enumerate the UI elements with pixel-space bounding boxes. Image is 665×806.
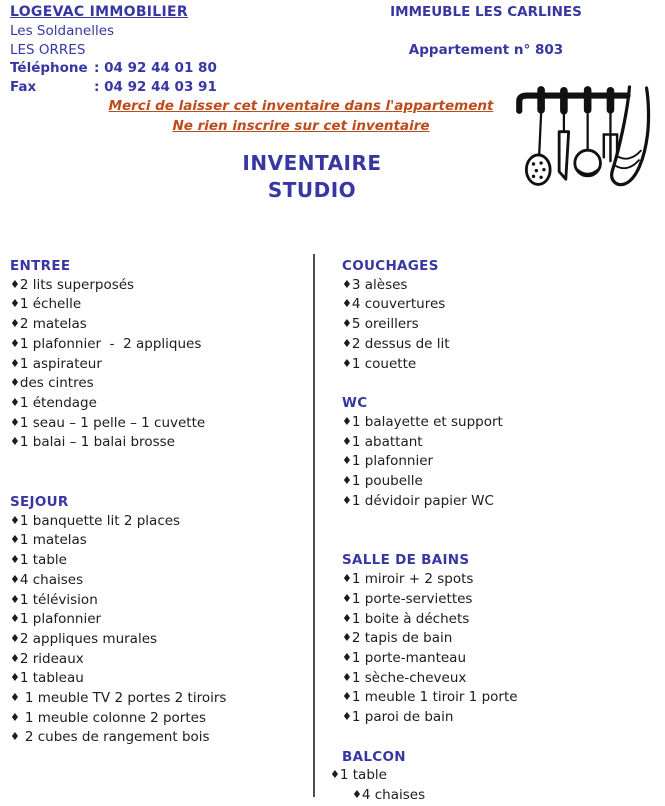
right-column <box>330 257 660 806</box>
item-text: 1 banquette lit 2 places <box>19 512 181 529</box>
diamond-bullet-icon: ♦ <box>342 277 352 291</box>
item-text: 2 matelas <box>19 316 87 333</box>
diamond-bullet-icon: ♦ <box>342 317 352 331</box>
fax-row <box>10 78 217 97</box>
item-text: 4 couvertures <box>351 296 446 313</box>
diamond-bullet-icon: ♦ <box>330 768 340 782</box>
building-name: IMMEUBLE LES CARLINES <box>390 4 582 20</box>
diamond-bullet-icon: ♦ <box>10 435 20 449</box>
item-text: 1 miroir + 2 spots <box>351 571 474 588</box>
phone-number: : 04 92 44 01 80 <box>94 60 217 77</box>
inventory-item <box>342 276 660 296</box>
diamond-bullet-icon: ♦ <box>342 591 352 605</box>
item-text: 4 chaises <box>361 787 426 804</box>
address-line-1: Les Soldanelles <box>10 22 115 39</box>
item-text: 2 rideaux <box>19 650 84 667</box>
notice-line-2: Ne rien inscrire sur cet inventaire <box>172 117 430 134</box>
left-column <box>10 257 306 748</box>
inventory-item <box>342 335 660 355</box>
fax-number: : 04 92 44 03 91 <box>94 79 217 96</box>
item-text: 4 chaises <box>19 571 84 588</box>
inventory-item <box>342 295 660 315</box>
diamond-bullet-icon: ♦ <box>342 710 352 724</box>
item-text: 1 table <box>339 767 387 784</box>
inventory-item <box>342 570 660 590</box>
diamond-bullet-icon: ♦ <box>342 572 352 586</box>
diamond-bullet-icon: ♦ <box>10 691 20 705</box>
agency-header <box>10 3 217 97</box>
inventory-item <box>10 315 306 335</box>
item-text: 2 lits superposés <box>19 276 135 293</box>
inventory-item <box>10 630 306 650</box>
item-text: 1 plafonnier <box>19 611 102 628</box>
address-line-2: LES ORRES <box>10 41 86 58</box>
item-text: 1 couette <box>351 355 417 372</box>
diamond-bullet-icon: ♦ <box>10 730 20 744</box>
section-title: SALLE DE BAINS <box>342 552 470 569</box>
inventory-item <box>330 766 660 786</box>
inventory-section <box>10 493 306 748</box>
inventory-section <box>330 748 660 806</box>
inventory-item <box>342 433 660 453</box>
section-title: BALCON <box>342 748 406 765</box>
inventory-item <box>10 374 306 394</box>
item-text: 1 télévision <box>19 591 98 608</box>
inventory-item <box>10 551 306 571</box>
inventory-item <box>10 355 306 375</box>
inventory-item <box>10 394 306 414</box>
diamond-bullet-icon: ♦ <box>342 356 352 370</box>
inventory-item <box>342 590 660 610</box>
diamond-bullet-icon: ♦ <box>10 533 20 547</box>
item-text: 1 meuble 1 tiroir 1 porte <box>351 689 518 706</box>
inventory-item <box>10 610 306 630</box>
diamond-bullet-icon: ♦ <box>342 434 352 448</box>
inventory-item <box>10 591 306 611</box>
diamond-bullet-icon: ♦ <box>342 414 352 428</box>
item-text: 1 poubelle <box>351 473 423 490</box>
inventory-item <box>342 452 660 472</box>
item-text: 1 meuble colonne 2 portes <box>24 709 206 726</box>
diamond-bullet-icon: ♦ <box>342 493 352 507</box>
item-text: 2 cubes de rangement bois <box>24 729 210 746</box>
item-text: 1 abattant <box>351 433 423 450</box>
inventory-section <box>10 257 306 453</box>
inventory-item <box>10 571 306 591</box>
section-title: ENTREE <box>10 258 71 274</box>
inventory-item <box>10 650 306 670</box>
item-text: 1 dévidoir papier WC <box>351 492 494 509</box>
item-text: 1 plafonnier - 2 appliques <box>19 335 202 352</box>
item-text: 1 boite à déchets <box>351 610 470 627</box>
item-text: 1 matelas <box>19 532 87 549</box>
inventory-item <box>10 531 306 551</box>
diamond-bullet-icon: ♦ <box>352 788 362 802</box>
diamond-bullet-icon: ♦ <box>10 356 20 370</box>
diamond-bullet-icon: ♦ <box>10 317 20 331</box>
diamond-bullet-icon: ♦ <box>10 336 20 350</box>
inventory-item <box>10 414 306 434</box>
section-title: SEJOUR <box>10 494 69 511</box>
item-text: 1 paroi de bain <box>351 709 454 726</box>
diamond-bullet-icon: ♦ <box>10 513 20 527</box>
diamond-bullet-icon: ♦ <box>10 395 20 409</box>
item-text: 3 alèses <box>351 276 408 293</box>
diamond-bullet-icon: ♦ <box>10 631 20 645</box>
building-header <box>386 3 586 59</box>
item-text: 5 oreillers <box>351 316 419 333</box>
title-block <box>0 150 624 204</box>
inventory-item <box>10 276 306 296</box>
column-divider <box>313 254 315 797</box>
inventory-section <box>342 257 660 374</box>
diamond-bullet-icon: ♦ <box>10 297 20 311</box>
inventory-section <box>342 394 660 511</box>
inventory-item <box>342 413 660 433</box>
inventory-item <box>342 688 660 708</box>
inventory-section <box>342 551 660 727</box>
diamond-bullet-icon: ♦ <box>10 415 20 429</box>
item-text: 1 porte-manteau <box>351 649 467 666</box>
diamond-bullet-icon: ♦ <box>342 454 352 468</box>
item-text: 1 table <box>19 552 67 569</box>
item-text: 1 meuble TV 2 portes 2 tiroirs <box>24 690 227 707</box>
inventory-item <box>342 610 660 630</box>
diamond-bullet-icon: ♦ <box>10 376 20 390</box>
item-text: 1 balayette et support <box>351 413 503 430</box>
diamond-bullet-icon: ♦ <box>10 710 20 724</box>
inventory-item <box>10 689 306 709</box>
inventory-item <box>10 433 306 453</box>
inventory-item <box>10 669 306 689</box>
apartment-number: Appartement n° 803 <box>408 41 564 58</box>
inventory-item <box>10 512 306 532</box>
section-title: WC <box>342 395 368 412</box>
diamond-bullet-icon: ♦ <box>10 612 20 626</box>
diamond-bullet-icon: ♦ <box>342 650 352 664</box>
item-text: 1 sèche-cheveux <box>351 669 467 686</box>
diamond-bullet-icon: ♦ <box>342 611 352 625</box>
diamond-bullet-icon: ♦ <box>342 670 352 684</box>
diamond-bullet-icon: ♦ <box>342 631 352 645</box>
company-name: LOGEVAC IMMOBILIER <box>10 4 188 20</box>
notice-line-1: Merci de laisser cet inventaire dans l'appartement <box>108 98 494 114</box>
item-text: 1 échelle <box>19 296 82 313</box>
item-text: 2 dessus de lit <box>351 335 450 352</box>
diamond-bullet-icon: ♦ <box>10 553 20 567</box>
item-text: 2 appliques murales <box>19 630 158 647</box>
diamond-bullet-icon: ♦ <box>10 572 20 586</box>
phone-label: Téléphone <box>10 60 88 77</box>
fax-label: Fax <box>10 79 37 96</box>
inventory-item <box>342 315 660 335</box>
item-text: 1 étendage <box>19 394 97 411</box>
inventory-item <box>10 295 306 315</box>
inventory-item <box>10 728 306 748</box>
item-text: 1 tableau <box>19 670 84 687</box>
item-text: 2 tapis de bain <box>351 630 453 647</box>
item-text: des cintres <box>19 375 94 392</box>
inventory-item <box>342 355 660 375</box>
inventory-item <box>352 786 660 806</box>
item-text: 1 balai – 1 balai brosse <box>19 434 175 451</box>
inventory-item <box>342 669 660 689</box>
diamond-bullet-icon: ♦ <box>342 474 352 488</box>
item-text: 1 aspirateur <box>19 355 102 372</box>
inventory-item <box>10 335 306 355</box>
item-text: 1 plafonnier <box>351 453 434 470</box>
inventory-item <box>342 649 660 669</box>
diamond-bullet-icon: ♦ <box>342 297 352 311</box>
inventory-item <box>342 472 660 492</box>
document-title: INVENTAIRE <box>242 151 382 175</box>
phone-row <box>10 59 217 78</box>
section-title: COUCHAGES <box>342 258 439 274</box>
inventory-item <box>342 629 660 649</box>
diamond-bullet-icon: ♦ <box>10 592 20 606</box>
inventory-item <box>342 708 660 728</box>
item-text: 1 seau – 1 pelle – 1 cuvette <box>19 414 206 431</box>
inventory-item <box>10 709 306 729</box>
diamond-bullet-icon: ♦ <box>342 336 352 350</box>
diamond-bullet-icon: ♦ <box>10 651 20 665</box>
diamond-bullet-icon: ♦ <box>10 671 20 685</box>
diamond-bullet-icon: ♦ <box>10 277 20 291</box>
item-text: 1 porte-serviettes <box>351 590 473 607</box>
inventory-item <box>342 492 660 512</box>
document-subtitle: STUDIO <box>267 178 357 202</box>
diamond-bullet-icon: ♦ <box>342 690 352 704</box>
